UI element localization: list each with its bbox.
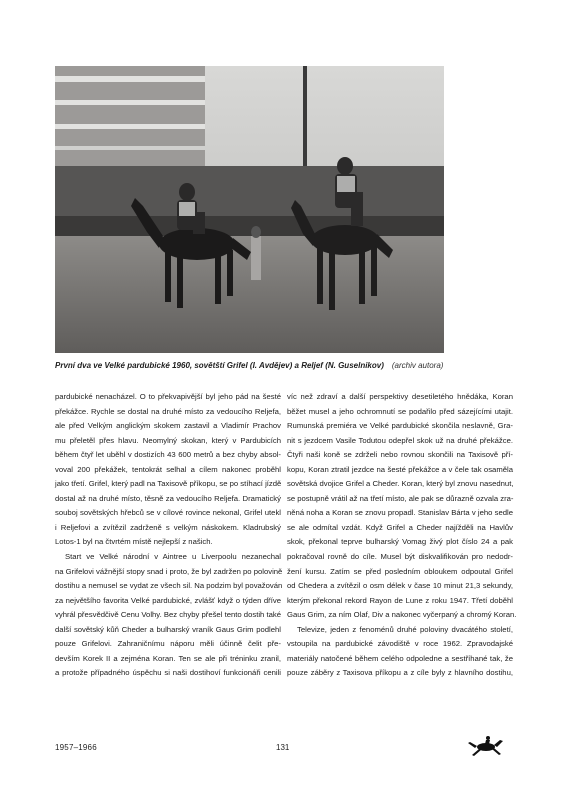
text-line: se ale odmítal vzdát. Když Grifel a Cheder najížděli na Havlův xyxy=(287,522,513,532)
text-line: kterým překonal rekord Rayon de Lune z roku 1947. Třetí doběhl xyxy=(287,595,513,605)
text-line: za největšího favorita Velké pardubické, zvlášť když o týden dříve xyxy=(55,595,281,605)
text-line: devším Korek II a zejména Koran. Ten se ale při tréninku zranil, xyxy=(55,653,281,663)
text-line: něná noha a Koran se znovu propadl. Stanislav Bárta v jeho sedle xyxy=(287,508,513,518)
text-line: materiály natočené během celého odpoledne a sestříhané tak, že xyxy=(287,653,513,663)
text-line: Gaus Grim, za ním Olaf, Div a nakonec vyčerpaný a chromý Koran. xyxy=(287,610,517,620)
text-line: jako třetí. Grifel, který padl na Taxisově příkopu, se po stíhací jízdě xyxy=(55,479,282,489)
right-text-column xyxy=(287,390,517,681)
text-line: vstoupila na pardubické závodiště v roce 1962. Zpravodajské xyxy=(287,639,513,649)
text-line: překážce. Rychle se dostal na druhé místo za vedoucího Reljefa, xyxy=(55,406,281,416)
text-line: další sovětský kůň Cheder a bulharský vraník Gaus Grim podlehl xyxy=(55,624,281,634)
text-line: skok, překonal teprve bulharský Vomag živý plot číslo 24 a pak xyxy=(287,537,513,547)
text-line: pardubické nenacházel. O to překvapivější byl jeho pád na šesté xyxy=(55,392,281,401)
text-line: pouze záběry z Taxisova příkopu a z cíle byly z hlavního dostihu, xyxy=(287,668,513,678)
horse-rider-icon xyxy=(466,734,506,758)
text-line: i Reljefovi a zvítězil zadrženě s velkým náskokem. Kladrubský xyxy=(55,522,281,532)
text-line: od Chedera a zvítězil o osm délek v čase 10 minut 21,3 sekundy, xyxy=(287,581,513,591)
text-line: Čtyři naši koně se zdrželi nebo rovnou skončili na Taxisově pří- xyxy=(287,450,513,460)
text-line: ale před Velkým anglickým skokem zastavil a Vladimír Prachov xyxy=(55,421,281,431)
text-line: vyhrál přesvědčivě Cenu Volhy. Bez chyby přešel tento dostih také xyxy=(55,610,281,620)
caption-text: První dva ve Velké pardubické 1960, sovětští Grifel (I. Avdějev) a Reljef (N. Guselnikov) xyxy=(55,361,384,370)
text-line: kopu, Koran ztratil jezdce na šesté překážce a v čele tak osaměla xyxy=(287,464,513,474)
text-line: pokračoval rovně do cíle. Musel být diskvalifikován pro nedodr- xyxy=(287,552,513,562)
text-line: mu přeletěl přes hlavu. Neomylný skokan, který v Pardubicích xyxy=(55,435,281,445)
race-photo xyxy=(55,66,444,353)
text-line: Lotos-1 byl na čtvrtém místě nejlepší z našich. xyxy=(55,537,213,547)
left-text-column xyxy=(55,390,281,681)
text-line: a protože případného úspěchu si naši dostihoví funkcionáři cenili xyxy=(55,668,281,678)
text-line: Televize, jeden z fenoménů druhé poloviny dvacátého století, xyxy=(297,624,513,634)
text-line: se postupně vrátil až na třetí místo, ale pak se důrazně ozvala zra- xyxy=(287,493,514,503)
text-line: na Grifelovi vážnější stopy snad i proto, že byl zadržen po polovině xyxy=(55,566,283,576)
photo-caption xyxy=(55,360,475,371)
text-line: během čtyř let uběhl v dostizích 43 600 metrů a bez chyby absol- xyxy=(55,450,281,460)
text-line: Rumunská premiéra ve Velké pardubické skončila neslavně, Gra- xyxy=(287,421,513,431)
text-line: běžet musel a jeho ochromnutí se podařilo před sázejícími utajit. xyxy=(287,406,513,416)
footer-years: 1957–1966 xyxy=(55,743,97,752)
text-line: voval 200 překážek, tentokrát selhal a cílem nakonec proběhl xyxy=(55,464,281,474)
text-line: víc než zdraví a další perspektivy desetiletého hnědáka, Koran xyxy=(287,392,513,401)
text-line: Start ve Velké národní v Aintree u Liverpoolu nezanechal xyxy=(65,552,281,562)
text-line: souboj sovětských hřebců se v cílové rovince nekonal, Grifel utekl xyxy=(55,508,281,518)
text-line: nit s jezdcem Vasile Todutou odepřel skok už na druhé překážce. xyxy=(287,435,513,445)
text-line: dostihu a nemusel se vydat ze všech sil. Na podzim byl považován xyxy=(55,581,283,591)
text-line: dostal až na druhé místo, těsně za vedoucího Reljefa. Dramatický xyxy=(55,493,281,503)
text-line: sovětská dvojice Grifel a Cheder. Koran, který byl znovu nasednut, xyxy=(287,479,514,489)
caption-credit: (archiv autora) xyxy=(391,361,444,370)
page-number: 131 xyxy=(276,743,290,752)
text-line: žení kursu. Zatím se před posledním obloukem odpoutal Grifel xyxy=(287,566,513,576)
text-line: pouze Grifelovi. Zahraničnímu náporu měli účinně čelit pře- xyxy=(55,639,281,649)
